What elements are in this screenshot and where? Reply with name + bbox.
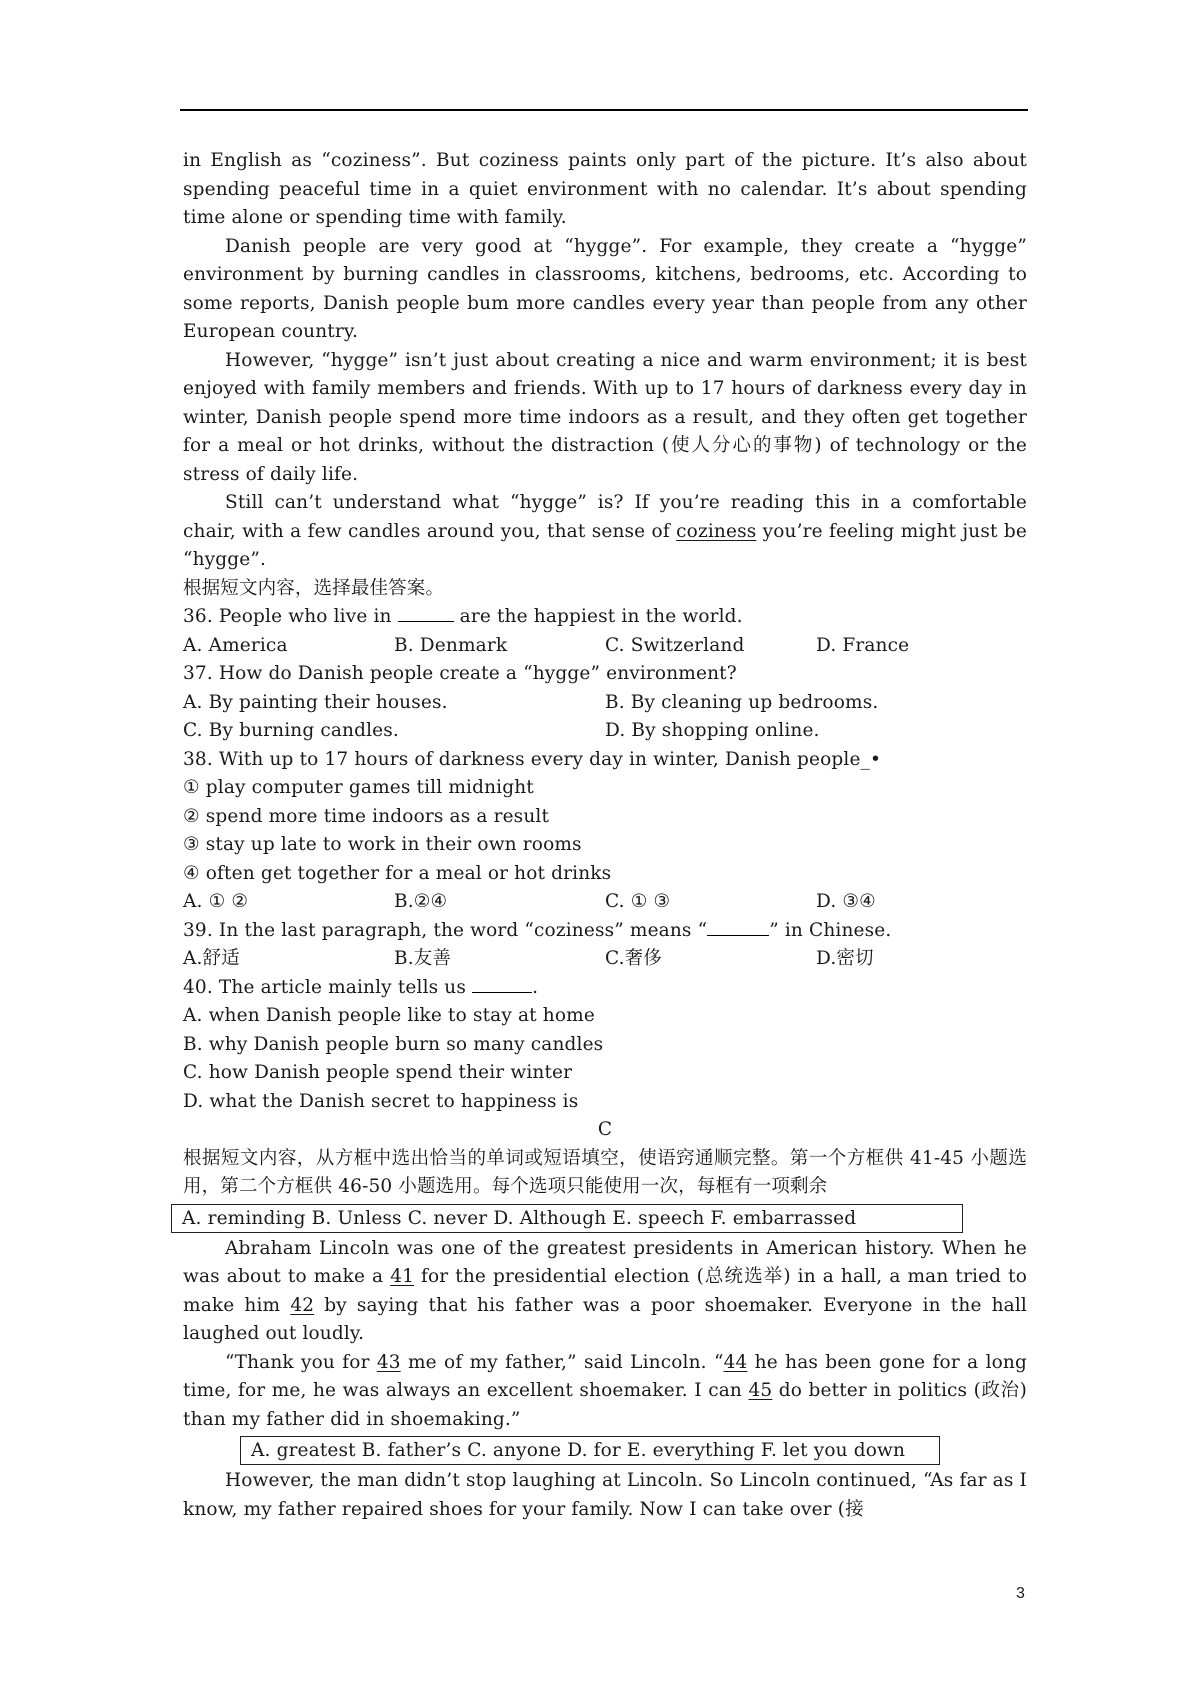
page-number: 3 [1016, 1585, 1025, 1602]
blank-44: 44 [723, 1351, 748, 1373]
question-40-stem: 40. The article mainly tells us . [183, 974, 1027, 1003]
section-c-paragraph-3: However, the man didn’t stop laughing at Lincoln. So Lincoln continued, “As far as I know, my father repaired shoes for your family. Now I can take over (接 [183, 1470, 1027, 1520]
question-39-stem: 39. In the last paragraph, the word “coziness” means “ ” in Chinese. [183, 917, 1027, 946]
question-36-options [183, 632, 1027, 661]
blank-43: 43 [376, 1351, 401, 1373]
question-39-options [183, 945, 1027, 974]
option-a: A. America [183, 634, 288, 656]
option-d: D. ③④ [816, 891, 876, 912]
option-a: A. ① ② [183, 891, 249, 912]
option-d: D. France [816, 634, 910, 656]
option-b: B.②④ [394, 891, 448, 912]
option-c: C. ① ③ [605, 891, 671, 912]
option-b: B.友善 [394, 948, 452, 969]
question-38-item-3: ③ stay up late to work in their own rooms [183, 834, 582, 855]
question-37-options-row-1 [183, 689, 1027, 718]
word-box-2: A. greatest B. father’s C. anyone D. for E. everything F. let you down [240, 1436, 940, 1465]
option-d: D. By shopping online. [605, 720, 820, 741]
question-40-option-c: C. how Danish people spend their winter [183, 1062, 573, 1083]
passage-paragraph-2: Danish people are very good at “hygge”. For example, they create a “hygge” environment by burning candles in classrooms, kitchens, bedrooms, etc. According to some reports, Danish people bum more candles every year than people from any other European country. [183, 235, 1027, 342]
blank-42: 42 [290, 1294, 315, 1316]
section-c-paragraph-2: “Thank you for 43 me of my father,” said Lincoln. “44 he has been gone for a long time, for me, he was always an excellent shoemaker. I can 45 do better in politics (政治) than my father did in shoemaking.” [183, 1351, 1028, 1430]
question-37-stem: 37. How do Danish people create a “hygge” environment? [183, 663, 737, 684]
header-rule [180, 109, 1028, 111]
answer-blank [472, 974, 532, 993]
section-letter: C [597, 1119, 613, 1140]
option-b: B. Denmark [394, 634, 508, 656]
option-c: C. Switzerland [605, 634, 745, 656]
question-40-option-d: D. what the Danish secret to happiness is [183, 1090, 579, 1112]
answer-blank [398, 603, 454, 622]
page-content [183, 147, 1027, 1524]
passage-paragraph-1: in English as “coziness”. But coziness paints only part of the picture. It’s also about spending peaceful time in a quiet environment with no calendar. It’s about spending time alone or spending time with family. [183, 150, 1027, 228]
question-40-option-a: A. when Danish people like to stay at home [183, 1005, 595, 1026]
option-d: D.密切 [816, 948, 874, 969]
question-36-stem: 36. People who live in are the happiest in the world. [183, 603, 1027, 632]
passage-paragraph-3: However, “hygge” isn’t just about creating a nice and warm environment; it is best enjoyed with family members and friends. With up to 17 hours of darkness every day in winter, Danish people spend more time indoors as a result, and they often get together for a meal or hot drinks, without the distraction (使人分心的事物) of technology or the stress of daily life. [183, 349, 1027, 485]
question-38-stem: 38. With up to 17 hours of darkness every day in winter, Danish people_• [183, 748, 882, 770]
reading-instruction: 根据短文内容，选择最佳答案。 [183, 577, 445, 599]
underlined-word-coziness: coziness [676, 520, 757, 542]
word-box-1: A. reminding B. Unless C. never D. Although E. speech F. embarrassed [171, 1204, 963, 1233]
question-38-item-2: ② spend more time indoors as a result [183, 805, 550, 827]
blank-45: 45 [748, 1380, 773, 1401]
option-c: C.奢侈 [605, 948, 662, 969]
blank-41: 41 [390, 1266, 415, 1287]
question-38-item-4: ④ often get together for a meal or hot drinks [183, 862, 612, 884]
answer-blank [707, 917, 769, 936]
passage-paragraph-4: Still can’t understand what “hygge” is? If you’re reading this in a comfortable chair, with a few candles around you, that sense of coziness you’re feeling might just be “hygge”. [183, 492, 1027, 570]
option-c: C. By burning candles. [183, 720, 399, 741]
section-c-instruction: 根据短文内容，从方框中选出恰当的单词或短语填空，使语窍通顺完整。第一个方框供 41-45 小题选用，第二个方框供 46-50 小题选用。每个选项只能使用一次，每框有一项剩余 [183, 1147, 1027, 1197]
section-c-paragraph-1: Abraham Lincoln was one of the greatest presidents in American history. When he was about to make a 41 for the presidential election (总统选举) in a hall, a man tried to make him 42 by saying that his father was a poor shoemaker. Everyone in the hall laughed out loudly. [183, 1237, 1027, 1344]
option-a: A.舒适 [183, 948, 240, 969]
question-38-options [183, 888, 1027, 917]
option-a: A. By painting their houses. [183, 691, 448, 713]
question-38-item-1: ① play computer games till midnight [183, 777, 534, 798]
option-b: B. By cleaning up bedrooms. [605, 691, 879, 713]
question-37-options-row-2 [183, 717, 1027, 746]
question-40-option-b: B. why Danish people burn so many candles [183, 1033, 604, 1055]
